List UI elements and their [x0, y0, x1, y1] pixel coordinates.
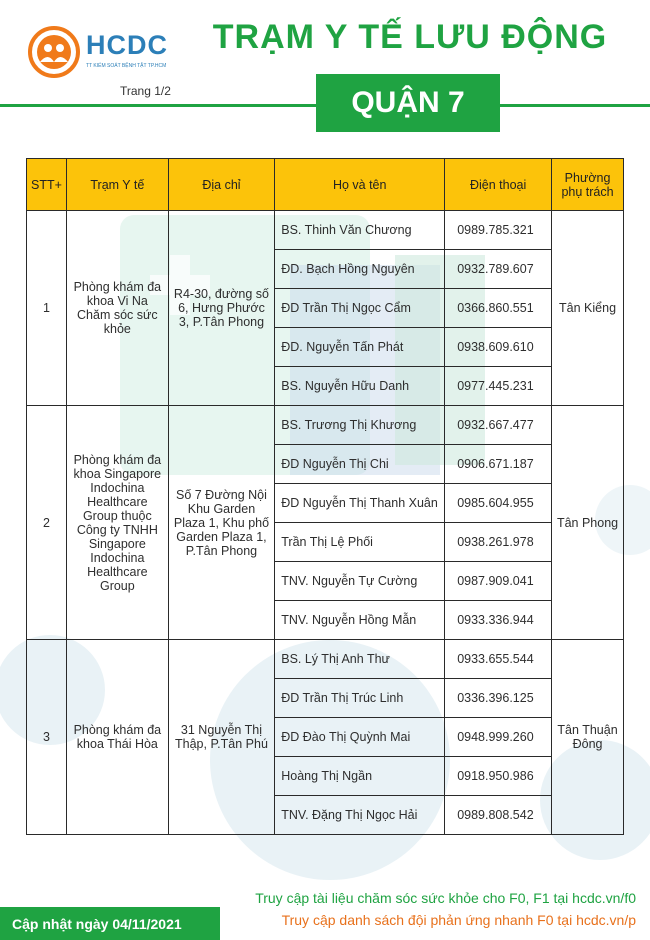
staff-phone: 0918.950.986	[445, 757, 552, 796]
staff-phone: 0948.999.260	[445, 718, 552, 757]
table-row	[27, 406, 624, 445]
footer-team-link[interactable]: Truy cập danh sách đội phản ứng nhanh F0 tại hcdc.vn/p	[281, 912, 636, 928]
station-name: Phòng khám đa khoa Thái Hòa	[66, 640, 168, 835]
col-phone: Điện thoại	[445, 159, 552, 211]
col-station: Trạm Y tế	[66, 159, 168, 211]
staff-phone: 0932.667.477	[445, 406, 552, 445]
staff-name: BS. Lý Thị Anh Thư	[275, 640, 445, 679]
staff-name: BS. Thinh Văn Chương	[275, 211, 445, 250]
staff-phone: 0933.655.544	[445, 640, 552, 679]
station-stt: 3	[27, 640, 67, 835]
station-ward: Tân Kiểng	[552, 211, 624, 406]
staff-name: ĐD Trần Thị Trúc Linh	[275, 679, 445, 718]
staff-name: BS. Trương Thị Khương	[275, 406, 445, 445]
staff-phone: 0366.860.551	[445, 289, 552, 328]
staff-name: ĐD Đào Thị Quỳnh Mai	[275, 718, 445, 757]
staff-name: TNV. Nguyễn Tự Cường	[275, 562, 445, 601]
station-ward: Tân Thuận Đông	[552, 640, 624, 835]
table-row	[27, 211, 624, 250]
staff-phone: 0906.671.187	[445, 445, 552, 484]
staff-phone: 0985.604.955	[445, 484, 552, 523]
station-address: 31 Nguyễn Thị Thập, P.Tân Phú	[168, 640, 275, 835]
logo-name: HCDC	[86, 30, 168, 60]
staff-phone: 0938.609.610	[445, 328, 552, 367]
staff-name: TNV. Đặng Thị Ngọc Hải	[275, 796, 445, 835]
station-stt: 2	[27, 406, 67, 640]
district-label: QUẬN 7	[316, 74, 500, 132]
staff-name: Trần Thị Lệ Phối	[275, 523, 445, 562]
staff-name: Hoàng Thị Ngần	[275, 757, 445, 796]
station-address: Số 7 Đường Nội Khu Garden Plaza 1, Khu phố Garden Plaza 1, P.Tân Phong	[168, 406, 275, 640]
staff-phone: 0933.336.944	[445, 601, 552, 640]
staff-phone: 0938.261.978	[445, 523, 552, 562]
table-header-row	[27, 159, 624, 211]
station-table	[26, 158, 624, 835]
staff-phone: 0989.785.321	[445, 211, 552, 250]
staff-name: TNV. Nguyễn Hồng Mẫn	[275, 601, 445, 640]
staff-name: ĐD Nguyễn Thị Chi	[275, 445, 445, 484]
staff-phone: 0977.445.231	[445, 367, 552, 406]
page-number: Trang 1/2	[120, 84, 171, 98]
staff-name: BS. Nguyễn Hữu Danh	[275, 367, 445, 406]
col-ward: Phường phụ trách	[552, 159, 624, 211]
col-name: Họ và tên	[275, 159, 445, 211]
station-name: Phòng khám đa khoa Vi Na Chăm sóc sức khỏe	[66, 211, 168, 406]
staff-name: ĐD Trần Thị Ngọc Cẩm	[275, 289, 445, 328]
col-stt: STT+	[27, 159, 67, 211]
col-address: Địa chỉ	[168, 159, 275, 211]
station-stt: 1	[27, 211, 67, 406]
hcdc-logo-icon	[28, 26, 80, 78]
station-ward: Tân Phong	[552, 406, 624, 640]
staff-phone: 0987.909.041	[445, 562, 552, 601]
footer-f0-link[interactable]: Truy cập tài liệu chăm sóc sức khỏe cho F0, F1 tại hcdc.vn/f0	[255, 890, 636, 906]
logo-subtitle: TT KIỂM SOÁT BỆNH TẬT TP.HCM	[86, 63, 167, 69]
station-address: R4-30, đường số 6, Hưng Phước 3, P.Tân Phong	[168, 211, 275, 406]
station-name: Phòng khám đa khoa Singapore Indochina Healthcare Group thuộc Công ty TNHH Singapore Indochina Healthcare Group	[66, 406, 168, 640]
staff-name: ĐD. Bạch Hồng Nguyên	[275, 250, 445, 289]
update-date: Cập nhật ngày 04/11/2021	[0, 907, 220, 940]
staff-phone: 0932.789.607	[445, 250, 552, 289]
staff-name: ĐD. Nguyễn Tấn Phát	[275, 328, 445, 367]
page-title: TRẠM Y TẾ LƯU ĐỘNG	[212, 18, 608, 56]
staff-phone: 0336.396.125	[445, 679, 552, 718]
staff-name: ĐD Nguyễn Thị Thanh Xuân	[275, 484, 445, 523]
staff-phone: 0989.808.542	[445, 796, 552, 835]
table-row	[27, 640, 624, 679]
